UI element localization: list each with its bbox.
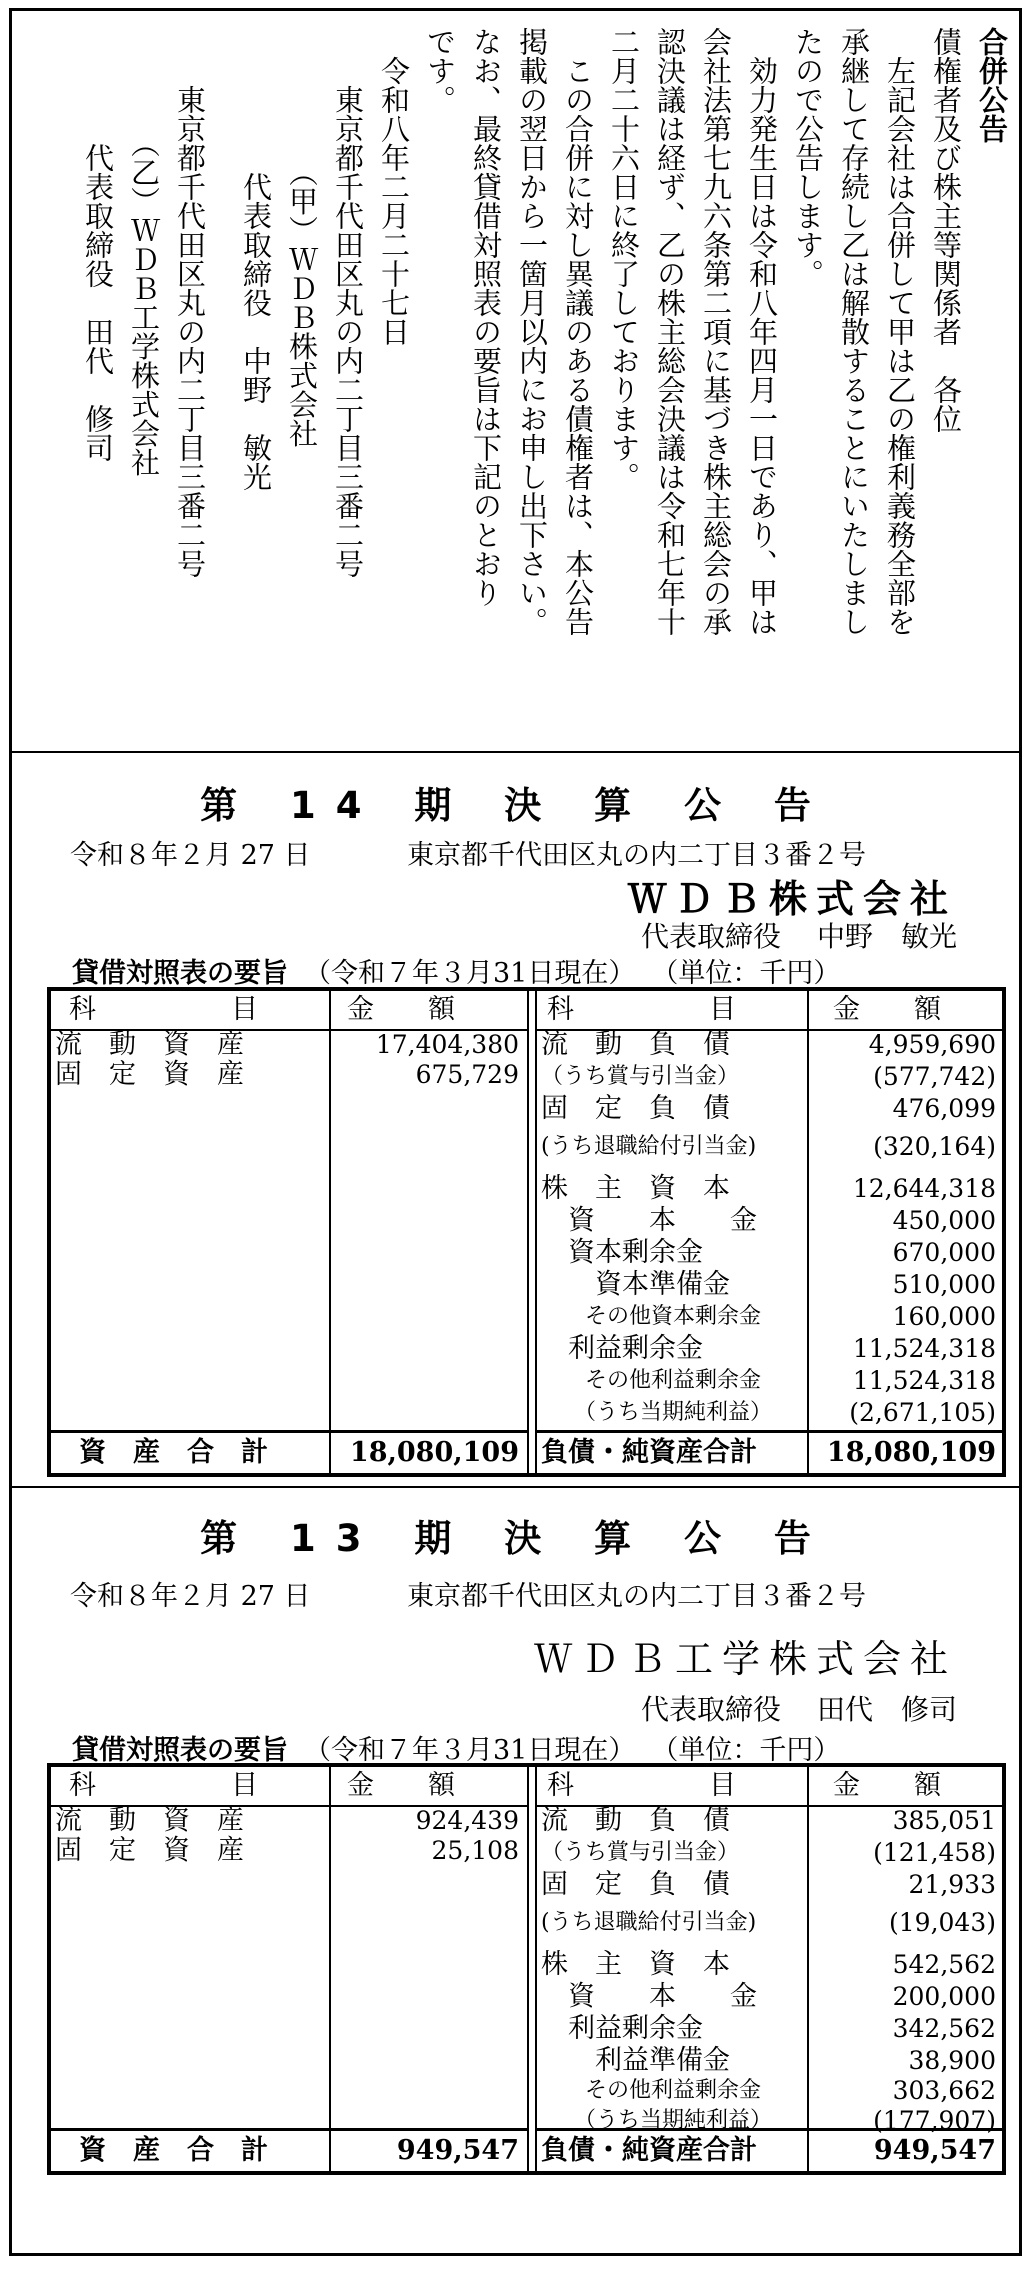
- notice-date: 令和８年２月 27 日: [70, 840, 311, 871]
- summary-date: （令和７年３月31日現在）: [304, 1735, 636, 1766]
- table-row: [537, 1949, 1004, 1981]
- table-row: [51, 1835, 527, 1867]
- party-a-address: 東京都千代田区丸の内二丁目三番二号: [331, 27, 365, 578]
- row-label: 利益剰余金: [541, 1333, 703, 1364]
- row-value: (121,458): [873, 1838, 996, 1867]
- row-value: 670,000: [892, 1238, 996, 1267]
- row-value: 11,524,318: [852, 1366, 996, 1395]
- header-amount: 金 額: [833, 994, 941, 1025]
- table-header: [51, 1767, 527, 1807]
- table-header: [51, 991, 527, 1031]
- total-label: 資 産 合 計: [79, 1437, 268, 1468]
- merger-body-line: 掲載の翌日から一箇月以内にお申し出下さい。: [515, 27, 549, 636]
- row-label: 資 本 金: [541, 1205, 757, 1236]
- merger-body-line: たので公告します。: [791, 27, 825, 288]
- row-value: (320,164): [873, 1132, 996, 1161]
- summary-header: [72, 951, 840, 990]
- row-value: 303,662: [892, 2076, 996, 2105]
- row-value: 924,439: [415, 1806, 519, 1835]
- merger-body-line: 効力発生日は令和八年四月一日であり、甲は: [745, 27, 779, 636]
- total-label: 負債・純資産合計: [541, 1437, 757, 1468]
- row-label: その他利益剰余金: [541, 2078, 762, 2103]
- table-row: [537, 1365, 1004, 1397]
- row-label: 利益剰余金: [541, 2013, 703, 2044]
- company-name: ＷＤＢ工学株式会社: [533, 1637, 957, 1681]
- company-address: 東京都千代田区丸の内二丁目３番２号: [407, 1581, 866, 1612]
- rep-name: 中野 敏光: [816, 920, 957, 953]
- row-value: (2,671,105): [849, 1398, 996, 1427]
- row-label: 固 定 負 債: [541, 1093, 730, 1124]
- representative: [641, 915, 957, 955]
- rep-title: 代表取締役: [640, 920, 781, 953]
- table-row: [537, 1981, 1004, 2013]
- table-row: [537, 1333, 1004, 1365]
- liabilities-side: [535, 1767, 1004, 2171]
- merger-body-line: 左記会社は合併して甲は乙の権利義務全部を: [883, 27, 917, 636]
- table-header: [537, 991, 1004, 1031]
- notice-page: [9, 8, 1022, 2256]
- header-item: 科 目: [69, 994, 258, 1025]
- merger-title: 合併公告: [975, 27, 1009, 143]
- row-value: 510,000: [892, 1270, 996, 1299]
- merger-body-line: 承継して存続し乙は解散することにいたしまし: [837, 27, 871, 636]
- summary-unit: （単位：千円）: [651, 958, 841, 989]
- representative: [641, 1688, 957, 1728]
- table-row: [537, 1061, 1004, 1093]
- row-label: 固 定 資 産: [55, 1059, 244, 1090]
- table-row: [537, 1029, 1004, 1061]
- total-value: 949,547: [396, 2135, 519, 2166]
- row-label: その他資本剰余金: [541, 1304, 762, 1329]
- header-amount: 金 額: [347, 1770, 455, 1801]
- row-value: (577,742): [873, 1062, 996, 1091]
- settlement-14: [12, 753, 1019, 1488]
- notice-date: 令和８年２月 27 日: [70, 1581, 311, 1612]
- table-row: [537, 2075, 1004, 2107]
- row-value: 38,900: [908, 2046, 996, 2075]
- row-value: 385,051: [892, 1806, 996, 1835]
- row-value: 342,562: [892, 2014, 996, 2043]
- row-value: 4,959,690: [868, 1030, 996, 1059]
- table-row: [537, 2045, 1004, 2077]
- merger-addressee: 債権者及び株主等関係者 各位: [929, 27, 963, 433]
- settlement-title: 第 14 期 決 算 公 告: [200, 784, 831, 827]
- merger-date: 令和八年二月二十七日: [377, 27, 411, 346]
- row-label: 資本準備金: [541, 1269, 730, 1300]
- row-label: (うち退職給付引当金): [541, 1134, 757, 1159]
- assets-side: [51, 991, 527, 1473]
- row-label: 株 主 資 本: [541, 1173, 730, 1204]
- balance-sheet: [47, 1763, 1006, 2175]
- summary-unit: （単位：千円）: [651, 1735, 841, 1766]
- row-value: 160,000: [892, 1302, 996, 1331]
- total-row: [537, 1430, 1004, 1473]
- header-item: 科 目: [547, 994, 736, 1025]
- total-label: 負債・純資産合計: [541, 2135, 757, 2166]
- rep-title: 代表取締役: [640, 1693, 781, 1726]
- table-row: [537, 1805, 1004, 1837]
- table-row: [537, 1093, 1004, 1125]
- row-label: 資 本 金: [541, 1981, 757, 2012]
- total-value: 949,547: [873, 2135, 996, 2166]
- row-label: 資本剰余金: [541, 1237, 703, 1268]
- table-row: [537, 1269, 1004, 1301]
- table-row: [537, 1237, 1004, 1269]
- row-value: 17,404,380: [375, 1030, 519, 1059]
- merger-body-line: 二月二十六日に終了しております。: [607, 27, 641, 491]
- row-label: 流 動 資 産: [55, 1805, 244, 1836]
- row-label: 株 主 資 本: [541, 1949, 730, 1980]
- row-label: （うち当期純利益）: [541, 2108, 773, 2133]
- total-row: [537, 2128, 1004, 2171]
- row-label: 利益準備金: [541, 2045, 730, 2076]
- row-label: その他利益剰余金: [541, 1368, 762, 1393]
- row-value: 450,000: [892, 1206, 996, 1235]
- row-label: 流 動 資 産: [55, 1029, 244, 1060]
- row-value: (177,907): [873, 2106, 996, 2135]
- row-value: 542,562: [892, 1950, 996, 1979]
- row-label: 固 定 資 産: [55, 1835, 244, 1866]
- total-row: [51, 2128, 527, 2171]
- row-value: (19,043): [889, 1908, 996, 1937]
- row-value: 12,644,318: [852, 1174, 996, 1203]
- table-header: [537, 1767, 1004, 1807]
- party-b-name: （乙）ＷＤＢ工学株式会社: [127, 27, 161, 477]
- row-label: （うち賞与引当金）: [541, 1064, 740, 1089]
- table-row: [537, 1907, 1004, 1939]
- header-item: 科 目: [69, 1770, 258, 1801]
- merger-body-line: この合併に対し異議のある債権者は、本公告: [561, 27, 595, 636]
- total-row: [51, 1430, 527, 1473]
- divider: [527, 1767, 535, 2171]
- row-value: 25,108: [431, 1836, 519, 1865]
- table-row: [537, 2013, 1004, 2045]
- table-row: [537, 1173, 1004, 1205]
- total-value: 18,080,109: [826, 1437, 996, 1468]
- header-amount: 金 額: [347, 994, 455, 1025]
- company-address: 東京都千代田区丸の内二丁目３番２号: [407, 840, 866, 871]
- table-row: [537, 1397, 1004, 1429]
- divider: [527, 991, 535, 1473]
- table-row: [537, 1301, 1004, 1333]
- summary-title: 貸借対照表の要旨: [72, 1735, 288, 1766]
- settlement-13: [12, 1488, 1019, 2253]
- party-a-representative: 代表取締役 中野 敏光: [239, 27, 273, 491]
- table-row: [537, 1869, 1004, 1901]
- row-value: 476,099: [892, 1094, 996, 1123]
- party-b-address: 東京都千代田区丸の内二丁目三番二号: [173, 27, 207, 578]
- table-row: [537, 1131, 1004, 1163]
- rep-name: 田代 修司: [816, 1693, 957, 1726]
- balance-sheet: [47, 987, 1006, 1477]
- merger-notice: [12, 11, 1019, 753]
- header-item: 科 目: [547, 1770, 736, 1801]
- table-row: [51, 1059, 527, 1091]
- row-label: 流 動 負 債: [541, 1805, 730, 1836]
- merger-body-line: 認決議は経ず、乙の株主総会決議は令和七年十: [653, 27, 687, 636]
- party-a-name: （甲）ＷＤＢ株式会社: [285, 27, 319, 448]
- summary-date: （令和７年３月31日現在）: [304, 958, 636, 989]
- header-amount: 金 額: [833, 1770, 941, 1801]
- row-value: 11,524,318: [852, 1334, 996, 1363]
- liabilities-side: [535, 991, 1004, 1473]
- table-row: [51, 1805, 527, 1837]
- summary-header: [72, 1728, 840, 1767]
- table-row: [51, 1029, 527, 1061]
- company-name: ＷＤＢ株式会社: [627, 877, 957, 921]
- assets-side: [51, 1767, 527, 2171]
- row-value: 675,729: [415, 1060, 519, 1089]
- summary-title: 貸借対照表の要旨: [72, 958, 288, 989]
- party-b-representative: 代表取締役 田代 修司: [81, 27, 115, 462]
- total-label: 資 産 合 計: [79, 2135, 268, 2166]
- settlement-title: 第 13 期 決 算 公 告: [200, 1517, 831, 1560]
- merger-body-line: です。: [423, 27, 457, 114]
- table-row: [537, 1837, 1004, 1869]
- merger-body-line: なお、最終貸借対照表の要旨は下記のとおり: [469, 27, 503, 607]
- merger-body-line: 会社法第七九六条第二項に基づき株主総会の承: [699, 27, 733, 636]
- row-label: 流 動 負 債: [541, 1029, 730, 1060]
- row-label: （うち賞与引当金）: [541, 1840, 740, 1865]
- row-label: 固 定 負 債: [541, 1869, 730, 1900]
- row-value: 200,000: [892, 1982, 996, 2011]
- row-label: (うち退職給付引当金): [541, 1910, 757, 1935]
- row-value: 21,933: [908, 1870, 996, 1899]
- total-value: 18,080,109: [349, 1437, 519, 1468]
- table-row: [537, 1205, 1004, 1237]
- row-label: （うち当期純利益）: [541, 1400, 773, 1425]
